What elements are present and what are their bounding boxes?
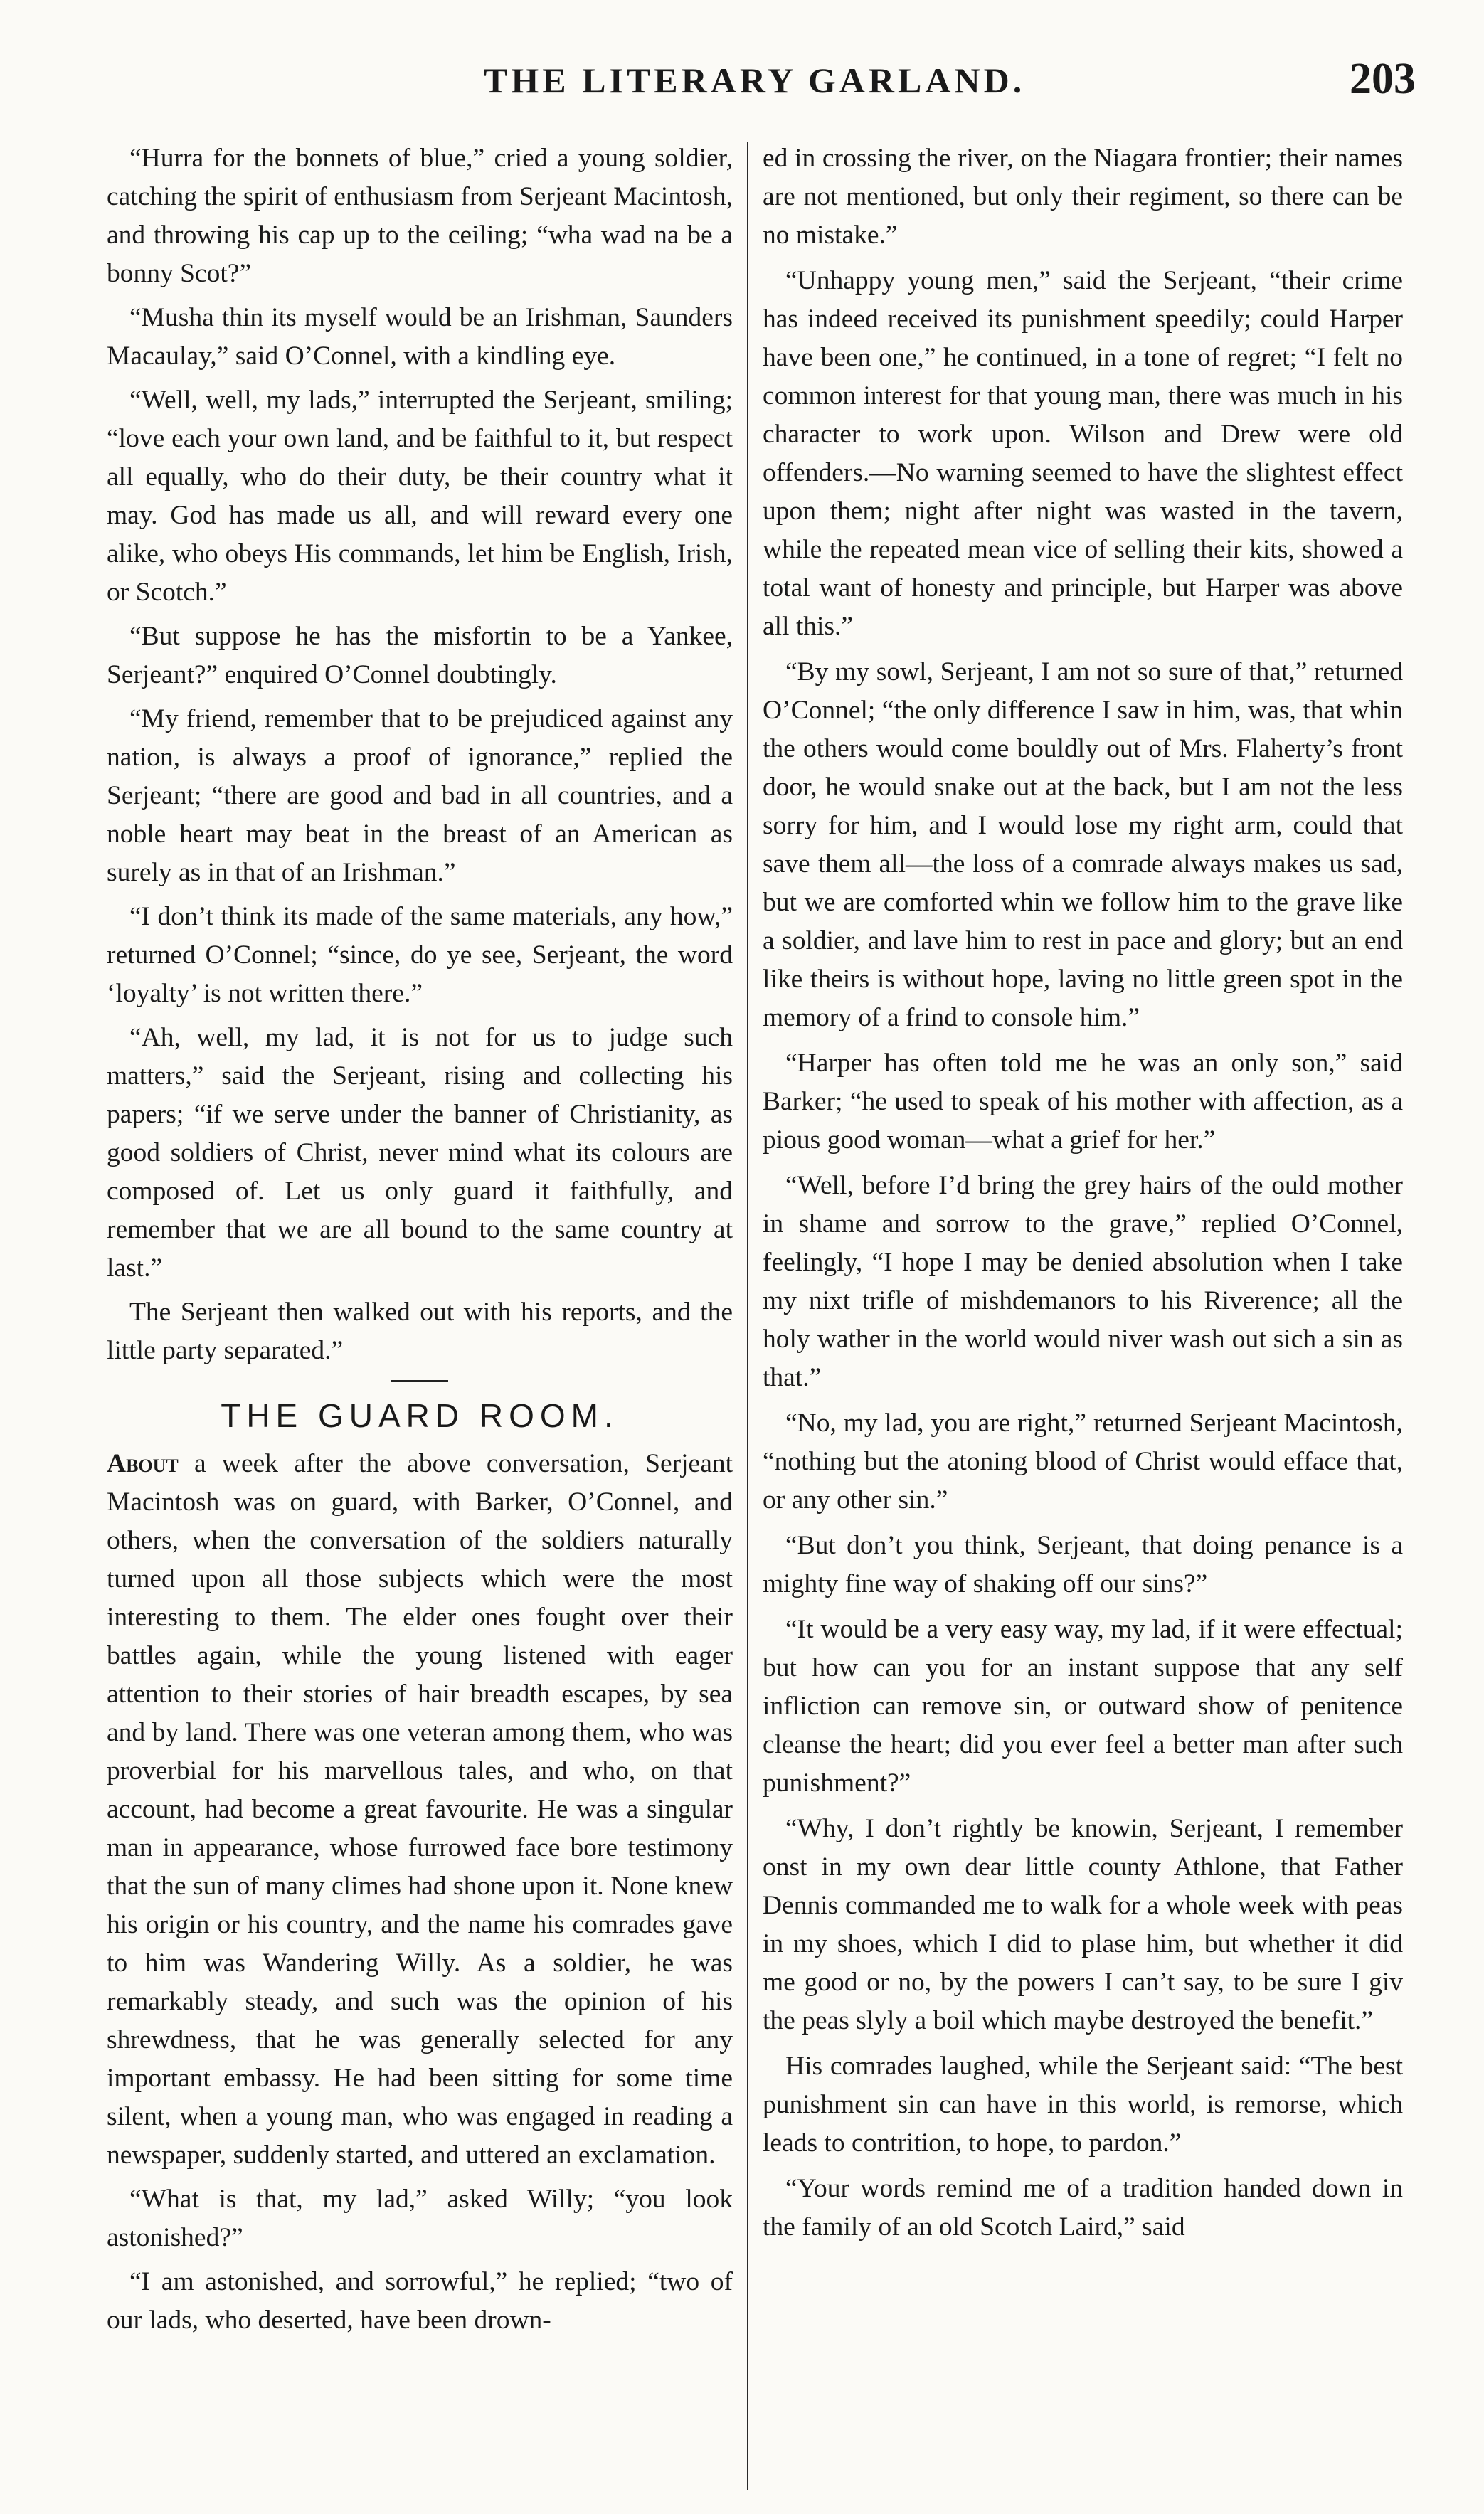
paragraph: “I am astonished, and sorrowful,” he replied; “two of our lads, who deserted, have been drown- bbox=[107, 2267, 733, 2335]
left-column bbox=[107, 139, 733, 2487]
lead-word: About bbox=[107, 1449, 179, 1478]
paragraph: His comrades laughed, while the Serjeant said: “The best punishment sin can have in this world, is remorse, which leads to contrition, to hope, to pardon.” bbox=[763, 2052, 1403, 2158]
paragraph: “Harper has often told me he was an only son,” said Barker; “he used to speak of his mother with affection, as a pious good woman—what a grief for her.” bbox=[763, 1049, 1403, 1155]
paragraph: The Serjeant then walked out with his reports, and the little party separated.” bbox=[107, 1298, 733, 1365]
paragraph: “Hurra for the bonnets of blue,” cried a young soldier, catching the spirit of enthusiasm from Serjeant Macintosh, and throwing his cap up to the ceiling; “wha wad na be a bonny Scot?” bbox=[107, 144, 733, 288]
paragraph: “No, my lad, you are right,” returned Serjeant Macintosh, “nothing but the atoning blood of Christ would efface that, or any other sin.” bbox=[763, 1409, 1403, 1515]
paragraph: “It would be a very easy way, my lad, if it were effectual; but how can you for an instant suppose that any self infliction can remove sin, or outward show of penitence cleanse the heart; did you ever feel a better man after such punishment?” bbox=[763, 1615, 1403, 1798]
paragraph: “By my sowl, Serjeant, I am not so sure of that,” returned O’Connel; “the only difference I saw in him, was, that whin the others would come bouldly out of Mrs. Flaherty’s front door, he would snake out at the back, but I am not the less sorry for him, and I would lose my right arm, could that save them all—the loss of a comrade always makes us sad, but we are comforted whin we follow him to the grave like a soldier, and lave him to rest in pace and glory; but an end like theirs is without hope, laving no little green spot in the memory of a frind to console him.” bbox=[763, 657, 1403, 1032]
section-divider bbox=[391, 1380, 448, 1382]
paragraph: “I don’t think its made of the same materials, any how,” returned O’Connel; “since, do ye see, Serjeant, the word ‘loyalty’ is not written there.” bbox=[107, 902, 733, 1008]
paragraph: “Ah, well, my lad, it is not for us to judge such matters,” said the Serjeant, rising and collecting his papers; “if we serve under the banner of Christianity, as good soldiers of Christ, never mind what its colours are composed of. Let us only guard it faithfully, and remember that we are all bound to the same country at last.” bbox=[107, 1023, 733, 1283]
paragraph-text: a week after the above conversation, Serjeant Macintosh was on guard, with Barker, O’Connel, and others, when the conversation of the soldiers naturally turned upon all those subjects which were the most interesting to them. The elder ones fought over their battles again, while the young listened with eager attention to their stories of hair breadth escapes, by sea and by land. There was one veteran among them, who was proverbial for his marvellous tales, and who, on that account, had become a great favourite. He was a singular man in appearance, whose furrowed face bore testimony that the sun of many climes had shone upon it. None knew his origin or his country, and the name his comrades gave to him was Wandering Willy. As a soldier, he was remarkably steady, and such was the opinion of his shrewdness, that he was generally selected for any important embassy. He had been sitting for some time silent, when a young man, who was engaged in reading a newspaper, suddenly started, and uttered an exclamation. bbox=[107, 1449, 733, 2170]
paragraph: ed in crossing the river, on the Niagara frontier; their names are not mentioned, but only their regiment, so there can be no mistake.” bbox=[763, 144, 1403, 250]
column-rule bbox=[747, 142, 748, 2490]
section-first-paragraph bbox=[107, 1445, 733, 2175]
running-title: THE LITERARY GARLAND. bbox=[484, 60, 1026, 100]
page-number: 203 bbox=[1350, 55, 1416, 103]
running-head bbox=[0, 55, 1484, 117]
paragraph: “Musha thin its myself would be an Irishman, Saunders Macaulay,” said O’Connel, with a kindling eye. bbox=[107, 303, 733, 371]
paragraph: “My friend, remember that to be prejudiced against any nation, is always a proof of ignorance,” replied the Serjeant; “there are good and bad in all countries, and a noble heart may beat in the breast of an American as surely as in that of an Irishman.” bbox=[107, 704, 733, 887]
section-title: THE GUARD ROOM. bbox=[221, 1397, 619, 1434]
paragraph: “Why, I don’t rightly be knowin, Serjeant, I remember onst in my own dear little county Athlone, that Father Dennis commanded me to walk for a whole week with peas in my shoes, which I did to plase him, but whether it did me good or no, by the powers I can’t say, to be sure I giv the peas slyly a boil which maybe destroyed the benefit.” bbox=[763, 1814, 1403, 2035]
paragraph: “But suppose he has the misfortin to be a Yankee, Serjeant?” enquired O’Connel doubtingly. bbox=[107, 622, 733, 689]
paragraph: “What is that, my lad,” asked Willy; “you look astonished?” bbox=[107, 2185, 733, 2252]
paragraph: “Your words remind me of a tradition handed down in the family of an old Scotch Laird,” said bbox=[763, 2174, 1403, 2242]
paragraph: “Unhappy young men,” said the Serjeant, “their crime has indeed received its punishment speedily; could Harper have been one,” he continued, in a tone of regret; “I felt no common interest for that young man, there was much in his character to work upon. Wilson and Drew were old offenders.—No warning seemed to have the slightest effect upon them; night after night was wasted in the tavern, while the repeated mean vice of selling their kits, showed a total want of honesty and principle, but Harper was above all this.” bbox=[763, 266, 1403, 641]
paragraph: “Well, well, my lads,” interrupted the Serjeant, smiling; “love each your own land, and be faithful to it, but respect all equally, who do their duty, be their country what it may. God has made us all, and will reward every one alike, who obeys His commands, let him be English, Irish, or Scotch.” bbox=[107, 386, 733, 607]
right-column bbox=[763, 139, 1403, 2487]
paragraph: “But don’t you think, Serjeant, that doing penance is a mighty fine way of shaking off our sins?” bbox=[763, 1531, 1403, 1598]
paragraph: “Well, before I’d bring the grey hairs of the ould mother in shame and sorrow to the grave,” replied O’Connel, feelingly, “I hope I may be denied absolution when I take my nixt trifle of mishdemanors to his Riverence; all the holy wather in the world would niver wash out sich a sin as that.” bbox=[763, 1171, 1403, 1392]
